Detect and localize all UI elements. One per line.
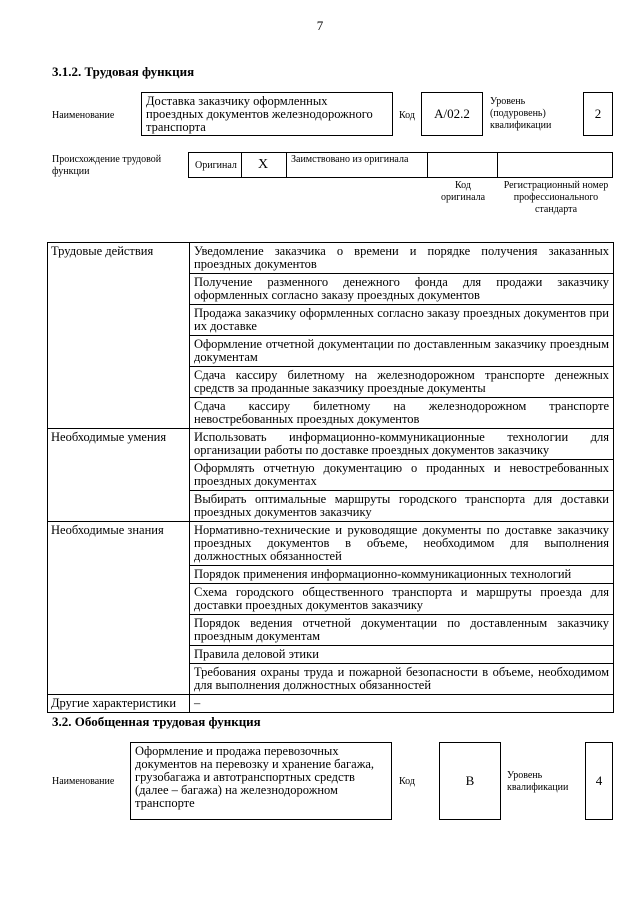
row-label-actions: Трудовые действия: [48, 243, 190, 429]
origin-divider-2: [286, 152, 287, 178]
code-label-2: Код: [399, 776, 415, 787]
name-label-2: Наименование: [52, 776, 115, 787]
row-label-skills: Необходимые умения: [48, 429, 190, 522]
table-cell: Оформление отчетной документации по доставленным заказчику проездным документам: [190, 336, 614, 367]
table-cell: Оформлять отчетную документацию о проданных и невостребованных проездных документах: [190, 460, 614, 491]
generalized-function-name-box: [130, 742, 392, 820]
table-cell: Схема городского общественного транспорта и маршруты проезда для доставки проездных документов заказчику: [190, 584, 614, 615]
section-title-3-1-2: 3.1.2. Трудовая функция: [52, 64, 195, 79]
table-cell: Требования охраны труда и пожарной безопасности в объеме, необходимом для выполнения должностных обязанностей: [190, 664, 614, 695]
table-cell: Использовать информационно-коммуникационные технологии для организации работы по доставке проездных документов заказчику: [190, 429, 614, 460]
origin-divider-4: [497, 152, 498, 178]
level-label: Уровень (подуровень) квалификации: [490, 96, 552, 131]
original-label: Оригинал: [195, 160, 237, 171]
function-name-box: [141, 92, 393, 136]
function-name: Доставка заказчику оформленных проездных документов железнодорожного транспорта: [146, 94, 373, 134]
origin-label: Происхождение трудовой функции: [52, 154, 162, 177]
row-label-knowledge: Необходимые знания: [48, 522, 190, 695]
table-cell: Выбирать оптимальные маршруты городского транспорта для доставки проездных документов заказчику: [190, 491, 614, 522]
generalized-level-box: [585, 742, 613, 820]
table-cell: Уведомление заказчика о времени и порядке получения заказанных проездных документов: [190, 243, 614, 274]
code-label: Код: [399, 110, 415, 121]
row-label-other: Другие характеристики: [48, 695, 190, 713]
table-row: [48, 522, 614, 566]
reg-number-caption: Регистрационный номер профессионального стандарта: [503, 180, 609, 215]
table-cell: Порядок применения информационно-коммуникационных технологий: [190, 566, 614, 584]
origin-divider-3: [427, 152, 428, 178]
generalized-code-box: [439, 742, 501, 820]
table-cell: Нормативно-технические и руководящие документы по доставке заказчику проездных документов в объеме, необходимом для выполнения должностных обязанностей: [190, 522, 614, 566]
table-cell: Сдача кассиру билетному на железнодорожном транспорте денежных средств за проданные заказчику проездные документы: [190, 367, 614, 398]
origin-divider-1: [241, 152, 242, 178]
table-row: [48, 429, 614, 460]
name-label: Наименование: [52, 110, 115, 121]
level-label-2: Уровень квалификации: [507, 770, 569, 793]
function-code: А/02.2: [434, 106, 470, 121]
table-row: [48, 243, 614, 274]
code-original-caption: Код оригинала: [440, 180, 486, 203]
level-value: 2: [594, 106, 602, 121]
original-mark: X: [258, 157, 269, 172]
function-details-table: [47, 242, 614, 713]
table-cell: Сдача кассиру билетному на железнодорожном транспорте невостребованных проездных документов: [190, 398, 614, 429]
generalized-code: В: [465, 773, 475, 788]
page-number: 7: [316, 18, 324, 33]
generalized-function-name: Оформление и продажа перевозочных документов на перевозку и хранение багажа, грузобагажа и автотранспортных средств (далее – багажа) на железнодорожном транспорте: [135, 744, 375, 810]
function-code-box: [421, 92, 483, 136]
table-row: [48, 695, 614, 713]
table-cell: Правила деловой этики: [190, 646, 614, 664]
borrowed-label: Заимствовано из оригинала: [291, 154, 409, 165]
generalized-level-value: 4: [595, 773, 603, 788]
level-box: [583, 92, 613, 136]
table-cell: Получение разменного денежного фонда для продажи заказчику оформленных согласно заказу проездных документов: [190, 274, 614, 305]
table-cell: Порядок ведения отчетной документации по доставленным заказчику проездным документам: [190, 615, 614, 646]
table-cell: –: [190, 695, 614, 713]
table-cell: Продажа заказчику оформленных согласно заказу проездных документов при их доставке: [190, 305, 614, 336]
section-title-3-2: 3.2. Обобщенная трудовая функция: [52, 714, 261, 729]
